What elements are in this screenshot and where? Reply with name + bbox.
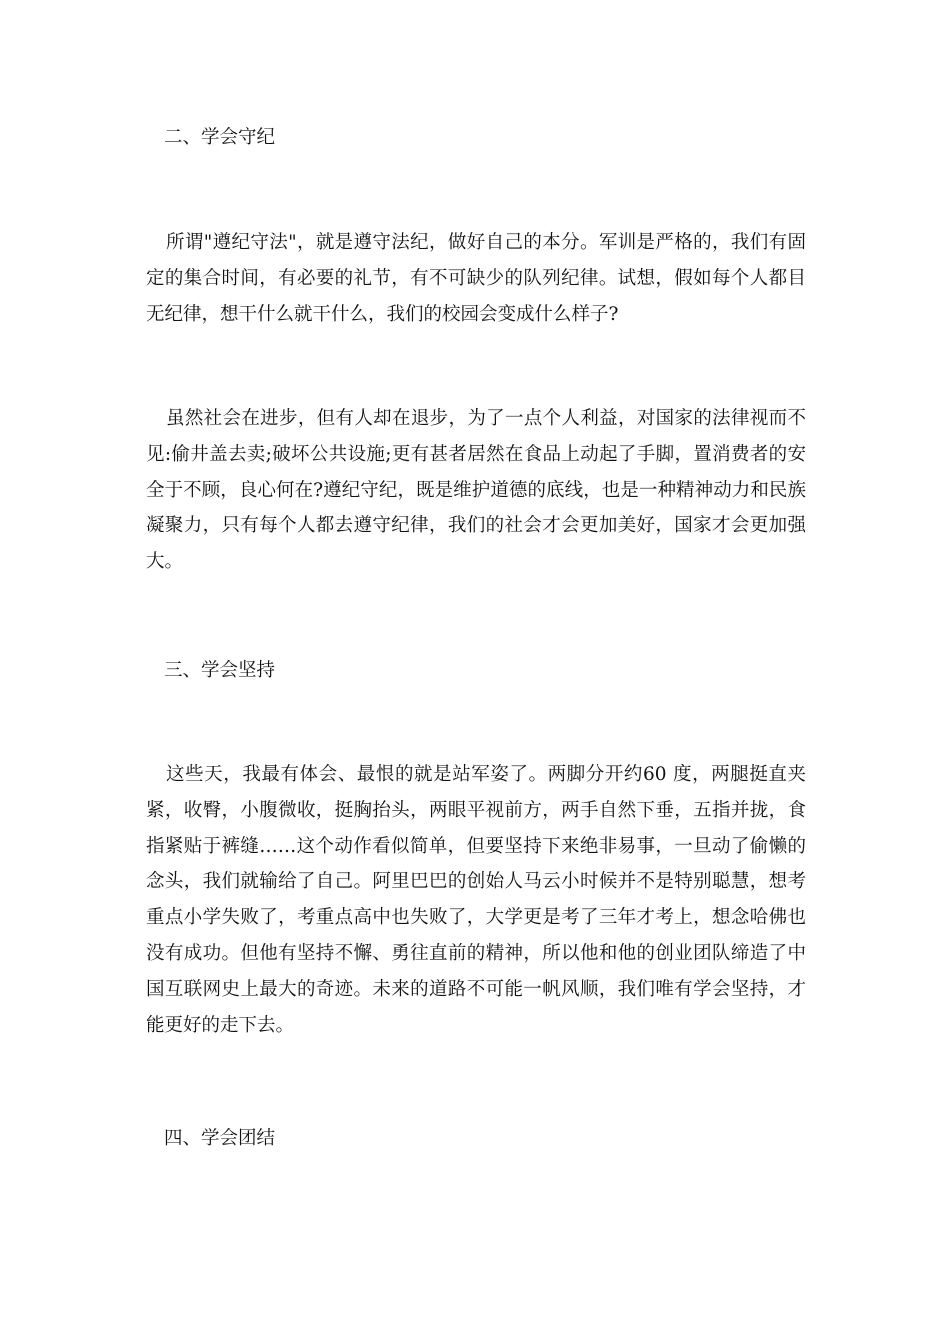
paragraph-discipline-intro: 所谓"遵纪守法"，就是遵守法纪，做好自己的本分。军训是严格的，我们有固定的集合时间，有必要的礼节，有不可缺少的队列纪律。试想，假如每个人都目无纪律，想干什么就干什么，我们的校园会变成什么样子?	[146, 232, 806, 325]
section-heading-discipline: 二、学会守纪	[164, 127, 276, 148]
paragraph-discipline-society: 虽然社会在进步，但有人却在退步，为了一点个人利益，对国家的法律视而不见:偷井盖去卖;破坏公共设施;更有甚者居然在食品上动起了手脚，置消费者的安全于不顾，良心何在?遵纪守纪，既是维护道德的底线，也是一种精神动力和民族凝聚力，只有每个人都去遵守纪律，我们的社会才会更加美好，国家才会更加强大。	[146, 408, 806, 573]
section-heading-persistence: 三、学会坚持	[164, 660, 276, 681]
section-heading-unity: 四、学会团结	[164, 1128, 276, 1149]
paragraph-persistence: 这些天，我最有体会、最恨的就是站军姿了。两脚分开约60 度，两腿挺直夹紧，收臀，小腹微收，挺胸抬头，两眼平视前方，两手自然下垂，五指并拢，食指紧贴于裤缝……这个动作看似简单，但要坚持下来绝非易事，一旦动了偷懒的念头，我们就输给了自己。阿里巴巴的创始人马云小时候并不是特别聪慧，想考重点小学失败了，考重点高中也失败了，大学更是考了三年才考上，想念哈佛也没有成功。但他有坚持不懈、勇往直前的精神，所以他和他的创业团队缔造了中国互联网史上最大的奇迹。未来的道路不可能一帆风顺，我们唯有学会坚持，才能更好的走下去。	[146, 764, 806, 1036]
